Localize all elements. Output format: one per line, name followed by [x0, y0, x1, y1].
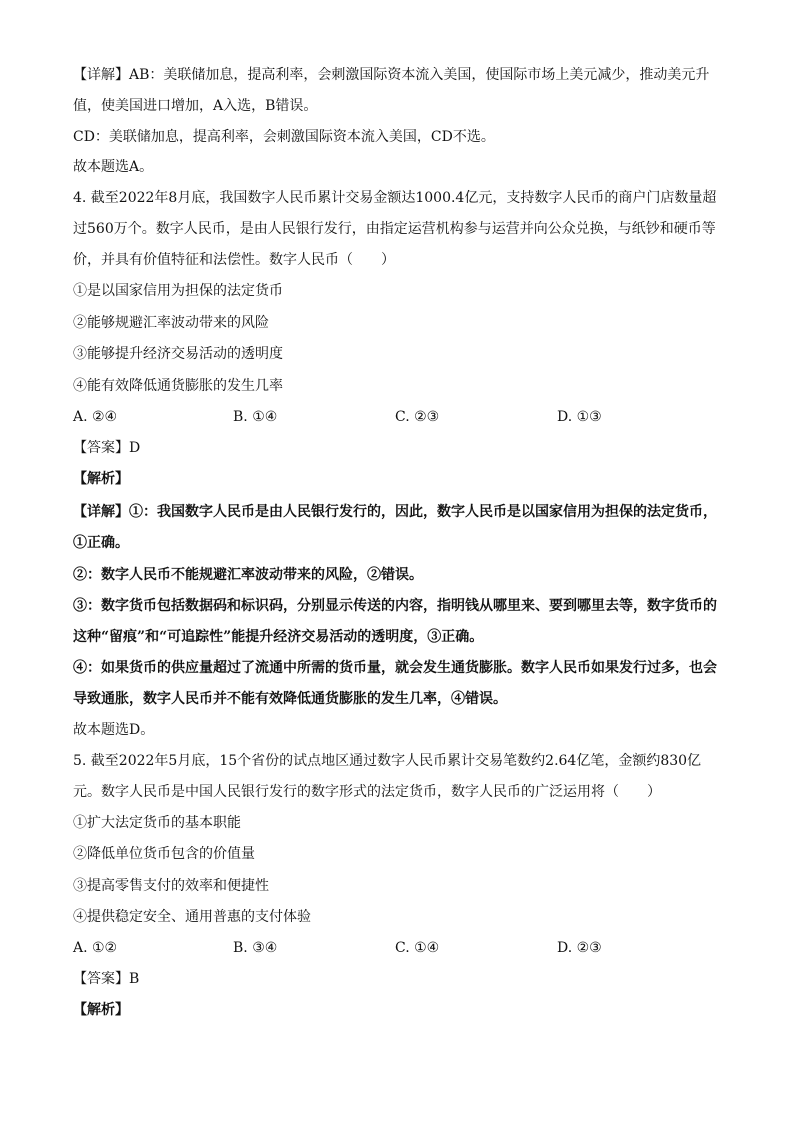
- q4-answer: 【答案】D: [73, 440, 141, 456]
- q4-option-b: B. ①④: [233, 409, 278, 425]
- q5-statement-3: ③提高零售支付的效率和便捷性: [73, 878, 269, 894]
- q4-detail-3-line-2: 这种“留痕”和“可追踪性”能提升经济交易活动的透明度，③正确。: [73, 629, 484, 645]
- q4-stem-line-3: 价，并具有价值特征和法偿性。数字人民币（ ）: [73, 252, 395, 268]
- explanation-ab-line-1: 【详解】AB：美联储加息，提高利率，会刺激国际资本流入美国，使国际市场上美元减少，推动美元升: [73, 67, 710, 83]
- q5-statement-2: ②降低单位货币包含的价值量: [73, 846, 255, 862]
- q5-stem-line-1: 5. 截至2022年5月底，15个省份的试点地区通过数字人民币累计交易笔数约2.64亿笔，金额约830亿: [73, 753, 702, 769]
- q4-statement-2: ②能够规避汇率波动带来的风险: [73, 315, 269, 331]
- q4-conclusion: 故本题选D。: [73, 722, 155, 738]
- q4-stem-line-1: 4. 截至2022年8月底，我国数字人民币累计交易金额达1000.4亿元，支持数字人民币的商户门店数量超: [73, 190, 717, 206]
- q4-detail-4-line-2: 导致通胀，数字人民币并不能有效降低通货膨胀的发生几率，④错误。: [73, 691, 507, 707]
- q4-analysis-heading: 【解析】: [73, 471, 129, 487]
- q5-option-d: D. ②③: [557, 940, 602, 956]
- q4-detail-4-line-1: ④：如果货币的供应量超过了流通中所需的货币量，就会发生通货膨胀。数字人民币如果发行过多，也会: [73, 660, 717, 676]
- q4-option-c: C. ②③: [395, 409, 440, 425]
- q4-detail-2: ②：数字人民币不能规避汇率波动带来的风险，②错误。: [73, 567, 423, 583]
- q5-statement-4: ④提供稳定安全、通用普惠的支付体验: [73, 909, 311, 925]
- q3-conclusion: 故本题选A。: [73, 159, 154, 175]
- q4-option-a: A. ②④: [73, 409, 118, 425]
- q5-stem-line-2: 元。数字人民币是中国人民银行发行的数字形式的法定货币，数字人民币的广泛运用将（ ）: [73, 784, 661, 800]
- q4-detail-1-line-1: 【详解】①：我国数字人民币是由人民银行发行的，因此，数字人民币是以国家信用为担保的法定货币，: [73, 504, 717, 520]
- q4-option-d: D. ①③: [557, 409, 602, 425]
- q4-statement-1: ①是以国家信用为担保的法定货币: [73, 283, 283, 299]
- q5-option-b: B. ③④: [233, 940, 278, 956]
- q5-answer: 【答案】B: [73, 971, 140, 987]
- explanation-ab-line-2: 值，使美国进口增加，A入选，B错误。: [73, 98, 318, 114]
- q4-detail-3-line-1: ③：数字货币包括数据码和标识码，分别显示传送的内容，指明钱从哪里来、要到哪里去等，数字货币的: [73, 598, 717, 614]
- q5-option-a: A. ①②: [73, 940, 118, 956]
- q5-analysis-heading: 【解析】: [73, 1002, 129, 1018]
- q4-statement-4: ④能有效降低通货膨胀的发生几率: [73, 378, 283, 394]
- explanation-cd-line: CD：美联储加息，提高利率，会刺激国际资本流入美国，CD不选。: [73, 129, 495, 145]
- q4-stem-line-2: 过560万个。数字人民币，是由人民银行发行，由指定运营机构参与运营并向公众兑换，与纸钞和硬币等: [73, 221, 716, 237]
- q5-statement-1: ①扩大法定货币的基本职能: [73, 815, 241, 831]
- q5-option-c: C. ①④: [395, 940, 440, 956]
- q4-detail-1-line-2: ①正确。: [73, 535, 129, 551]
- q4-statement-3: ③能够提升经济交易活动的透明度: [73, 346, 283, 362]
